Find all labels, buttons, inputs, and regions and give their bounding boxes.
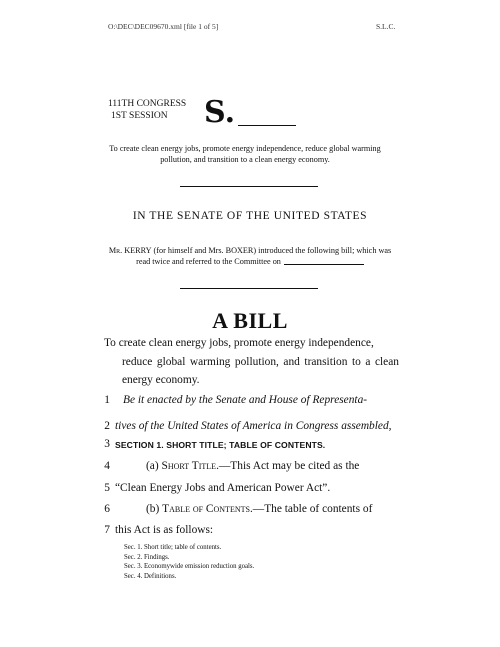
line-number: 7 xyxy=(104,524,110,536)
intro-part-1: (for himself and Mrs. xyxy=(151,246,226,255)
table-of-contents-text: .—The table of contents of xyxy=(249,503,373,515)
sponsor-name: Mr. KERRY xyxy=(108,246,152,255)
cosponsor-name: BOXER xyxy=(225,246,254,255)
short-purpose: To create clean energy jobs, promote energy independence, reduce global warming pollution, and transition to a clean energy economy. xyxy=(109,144,381,164)
line-number: 1 xyxy=(104,394,110,406)
senate-heading: IN THE SENATE OF THE UNITED STATES xyxy=(132,210,368,222)
long-purpose-first-line: To create clean energy jobs, promote energy independence, xyxy=(104,337,374,349)
file-header: O:\DEC\DEC09670.xml [file 1 of 5] xyxy=(108,22,219,31)
subsection-a-marker: (a) xyxy=(146,460,162,472)
line-number: 2 xyxy=(104,420,110,432)
toc-entry: Sec. 4. Definitions. xyxy=(124,572,177,580)
congress-number: 111TH CONGRESS xyxy=(108,99,187,109)
subsection-b-marker: (b) xyxy=(146,503,163,515)
act-name-line: “Clean Energy Jobs and American Power Act”. xyxy=(115,482,331,494)
session-number: 1ST SESSION xyxy=(111,111,168,121)
slc-header: S.L.C. xyxy=(376,22,396,31)
divider-bottom xyxy=(180,288,318,289)
enacting-clause-line-2: tives of the United States of America in Congress assembled, xyxy=(115,420,392,432)
toc-entry: Sec. 3. Economywide emission reduction goals. xyxy=(124,563,255,571)
bill-number-blank xyxy=(238,125,296,126)
short-title-text: .—This Act may be cited as the xyxy=(216,460,360,472)
table-of-contents-label: Table of Contents xyxy=(162,503,250,515)
bill-number-label: S. xyxy=(204,95,236,130)
toc-entry: Sec. 1. Short title; table of contents. xyxy=(124,544,222,551)
line-number: 5 xyxy=(104,482,110,494)
table-of-contents xyxy=(124,543,254,581)
long-purpose-rest: reduce global warming pollution, and transition to a clean energy economy. xyxy=(122,355,399,386)
line-number: 6 xyxy=(104,503,110,515)
introduction-text xyxy=(104,245,396,267)
toc-intro-line-2: this Act is as follows: xyxy=(115,524,214,536)
toc-entry: Sec. 2. Findings. xyxy=(124,553,170,561)
enacting-clause-line-1: Be it enacted by the Senate and House of Representa- xyxy=(123,394,368,406)
long-purpose xyxy=(104,334,399,390)
section-1-heading: SECTION 1. SHORT TITLE; TABLE OF CONTENTS. xyxy=(115,440,326,450)
intro-part-2: ) introduced the following bill; which was read twice and referred to the Committee on xyxy=(136,246,392,266)
bill-heading: A BILL xyxy=(212,308,288,333)
short-title-label: Short Title xyxy=(161,460,217,472)
committee-blank xyxy=(284,264,364,265)
line-number: 3 xyxy=(104,438,110,450)
line-number: 4 xyxy=(104,460,110,472)
toc-intro-line xyxy=(146,503,422,515)
congress-session-block xyxy=(108,98,186,122)
divider-top xyxy=(180,186,318,187)
short-title-line xyxy=(146,460,422,472)
